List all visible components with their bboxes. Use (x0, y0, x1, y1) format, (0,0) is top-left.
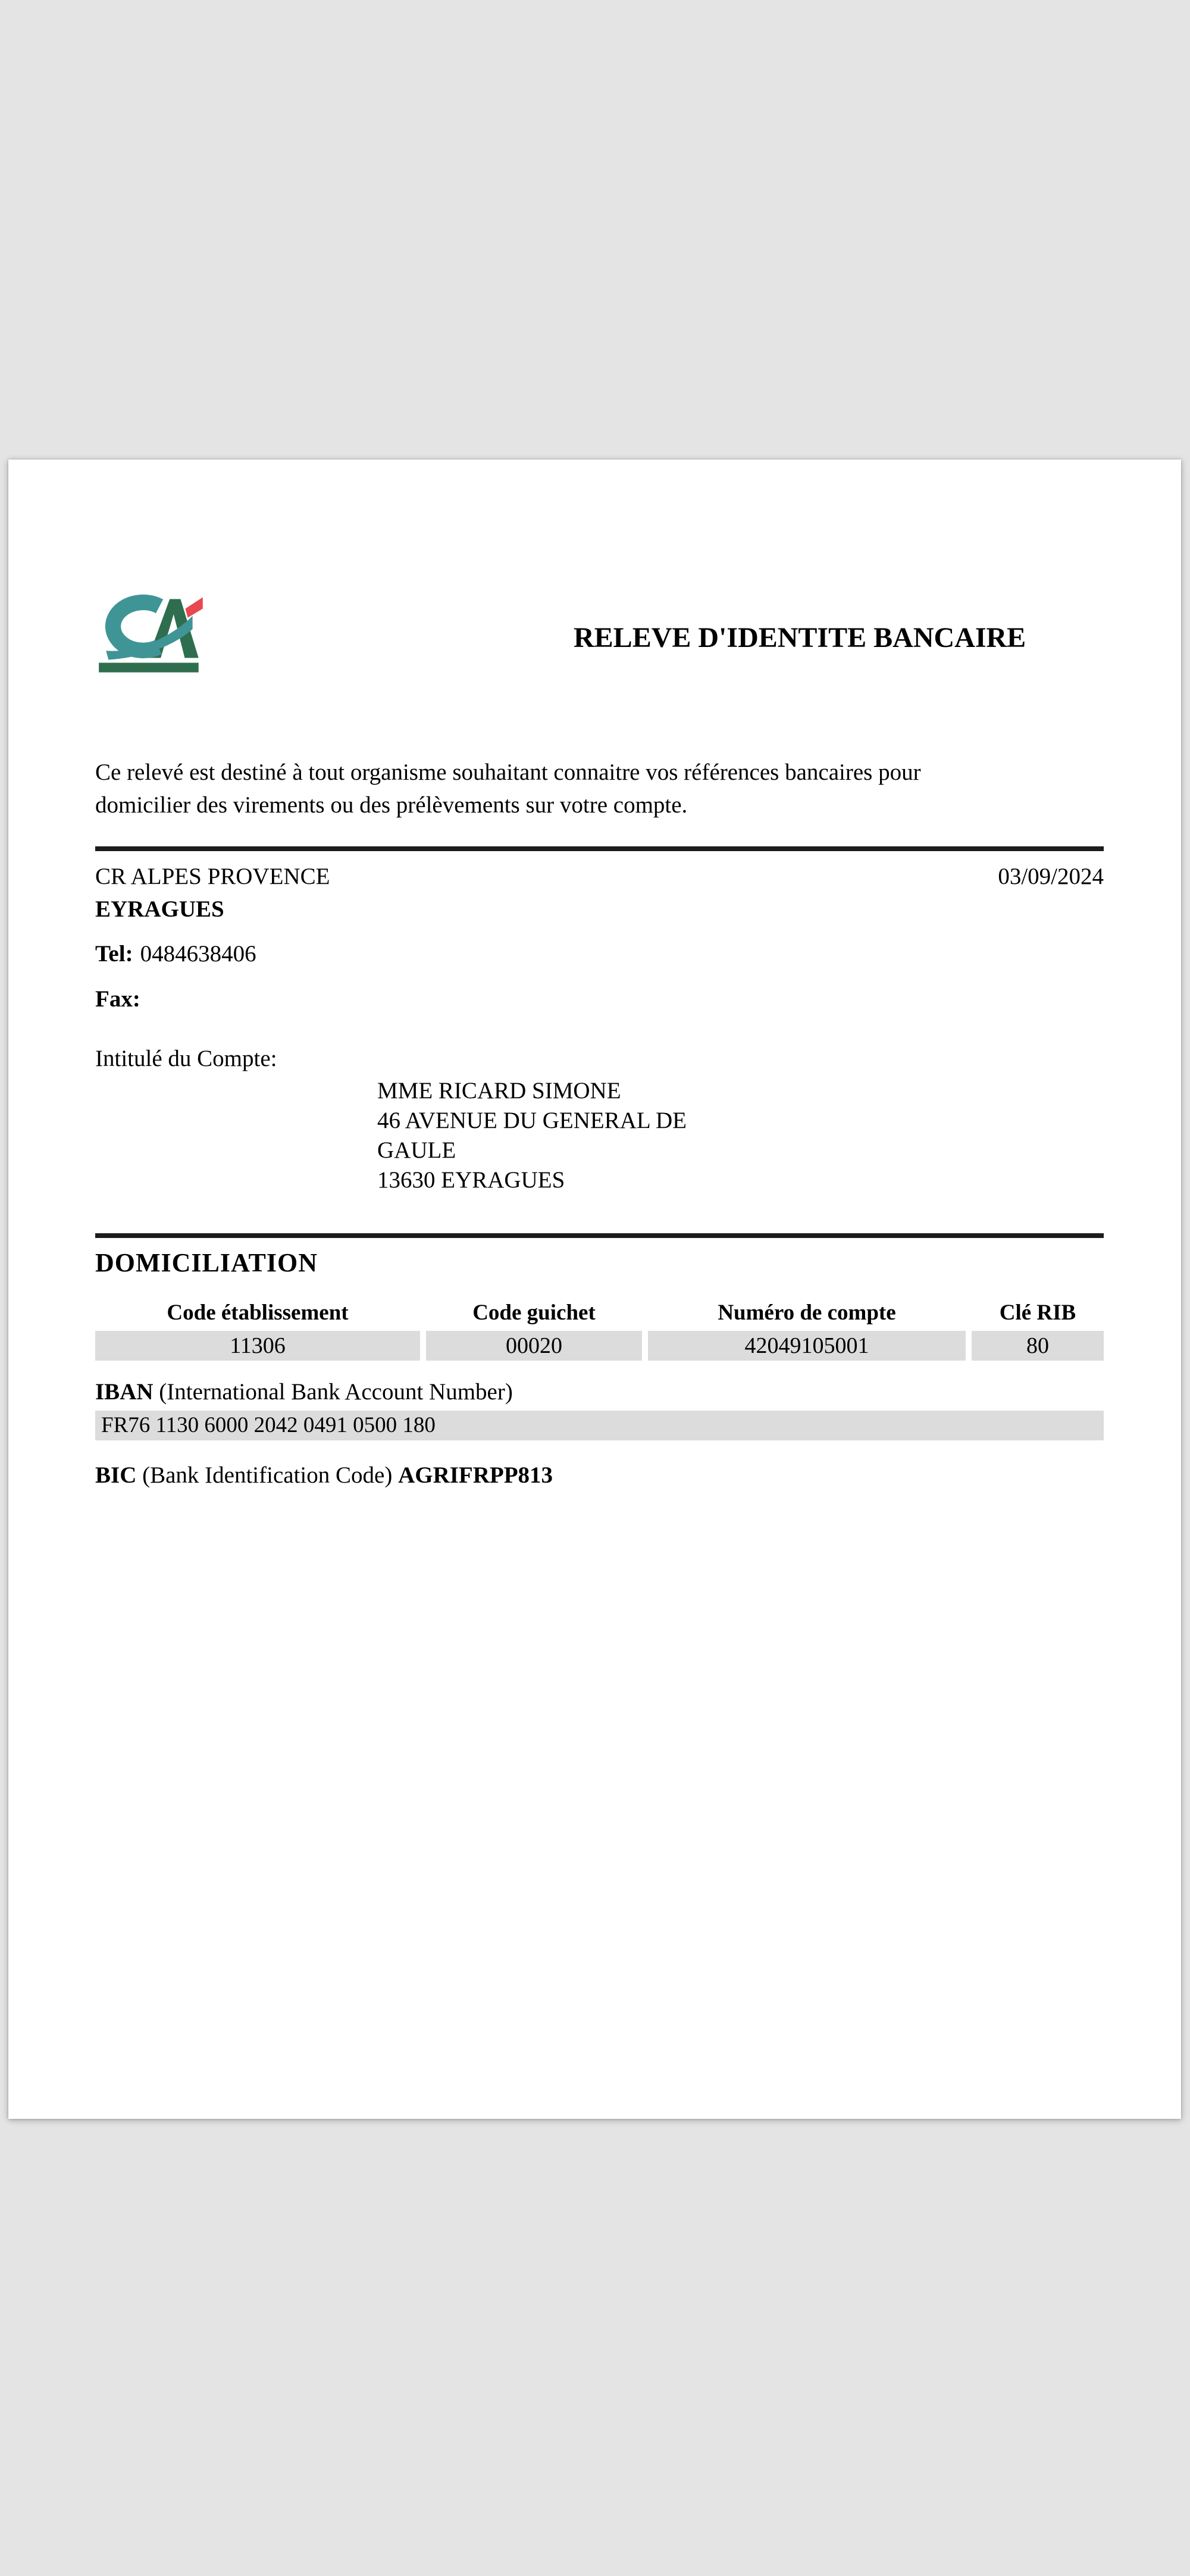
iban-label: IBAN (95, 1379, 154, 1405)
credit-agricole-logo-icon (90, 590, 217, 673)
rib-table-value-row (95, 1331, 1104, 1361)
horizontal-rule-domiciliation (95, 1233, 1104, 1238)
horizontal-rule-top (95, 846, 1104, 851)
address-line-1: MME RICARD SIMONE (377, 1078, 621, 1103)
bic-value: AGRIFRPP813 (398, 1462, 553, 1488)
domiciliation-heading: DOMICILIATION (95, 1248, 318, 1277)
bic-line (95, 1462, 553, 1489)
fax-line (95, 986, 148, 1012)
account-title-label: Intitulé du Compte: (95, 1046, 277, 1071)
rib-table (95, 1300, 1104, 1361)
header-code-etablissement: Code établissement (167, 1300, 349, 1325)
address-line-3: GAULE (377, 1137, 456, 1163)
header-cle-rib: Clé RIB (999, 1300, 1076, 1325)
account-holder-address (377, 1076, 687, 1195)
tel-line (95, 940, 256, 967)
value-numero-de-compte: 42049105001 (648, 1331, 966, 1361)
credit-agricole-logo-svg (90, 590, 217, 673)
document-title: RELEVE D'IDENTITE BANCAIRE (574, 622, 1026, 654)
bic-label: BIC (95, 1462, 137, 1488)
rib-table-header-row (95, 1300, 1104, 1331)
iban-value-bar: FR76 1130 6000 2042 0491 0500 180 (95, 1411, 1104, 1440)
tel-value: 0484638406 (140, 941, 256, 967)
branch-city: EYRAGUES (95, 896, 224, 922)
document-page (8, 459, 1181, 2119)
value-code-etablissement: 11306 (95, 1331, 420, 1361)
intro-line-1: Ce relevé est destiné à tout organisme souhaitant connaitre vos références bancaires pour (95, 759, 921, 785)
statement-date: 03/09/2024 (998, 864, 1104, 889)
fax-label: Fax: (95, 986, 140, 1012)
iban-label-line (95, 1378, 513, 1405)
address-line-2: 46 AVENUE DU GENERAL DE (377, 1108, 687, 1133)
tel-label: Tel: (95, 941, 133, 967)
header-code-guichet: Code guichet (472, 1300, 596, 1325)
value-code-guichet: 00020 (426, 1331, 642, 1361)
bic-label-rest: (Bank Identification Code) (136, 1462, 399, 1488)
intro-paragraph (95, 756, 921, 821)
branch-row (95, 863, 1104, 890)
header-numero-de-compte: Numéro de compte (718, 1300, 896, 1325)
intro-line-2: domicilier des virements ou des prélèvements sur votre compte. (95, 792, 688, 818)
iban-label-rest: (International Bank Account Number) (153, 1379, 513, 1405)
address-line-4: 13630 EYRAGUES (377, 1167, 565, 1193)
value-cle-rib: 80 (972, 1331, 1104, 1361)
branch-name: CR ALPES PROVENCE (95, 864, 330, 889)
